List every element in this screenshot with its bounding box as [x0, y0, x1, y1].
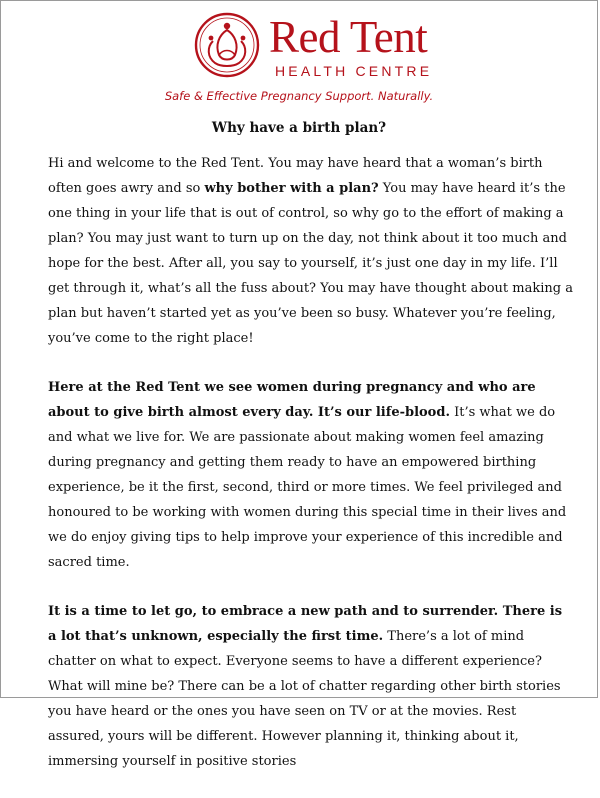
tagline: Safe & Effective Pregnancy Support. Naturally.: [164, 89, 434, 103]
paragraph-2-bold: Here at the Red Tent we see women during pregnancy and who are about to give birth almost every day. It’s our life-blood.: [48, 380, 536, 420]
paragraph-2-text: It’s what we do and what we live for. We are passionate about making women feel amazing during pregnancy and getting them ready to have an empowered birthing experience, be it the first, second, third or more times. We feel privileged and honoured to be working with women during this special time in their lives and we do enjoy giving tips to help improve your experience of this incredible and sacred time.: [48, 405, 567, 570]
document-title: Why have a birth plan?: [211, 120, 387, 136]
letterhead: [1, 1, 597, 111]
paragraph-1-text-a: Hi and welcome to the Red Tent. You may have heard that a woman’s birth often goes awry and so: [48, 156, 543, 196]
paragraph-3-text: There’s a lot of mind chatter on what to expect. Everyone seems to have a different experience? What will mine be? There can be a lot of chatter regarding other birth stories you have heard or the ones you have seen on TV or at the movies. Rest assured, yours will be different. However planning it, thinking about it, immersing yourself in positive stories: [48, 629, 561, 769]
brand-subtitle: HEALTH CENTRE: [275, 63, 433, 79]
red-tent-emblem-icon: [193, 11, 261, 79]
paragraph-3: [48, 599, 573, 774]
paragraph-1: [48, 151, 573, 351]
paragraph-1-text-b: You may have heard it’s the one thing in your life that is out of control, so why go to the effort of making a plan? You may just want to turn up on the day, not think about it too much and hope for the best. After all, you say to yourself, it’s just one day in my life. I’ll get through it, what’s all the fuss about? You may have thought about making a plan but haven’t started yet as you’ve been so busy. Whatever you’re feeling, you’ve come to the right place!: [48, 181, 573, 346]
document-body: [48, 151, 573, 798]
paragraph-1-bold: why bother with a plan?: [204, 181, 379, 196]
paragraph-3-bold: It is a time to let go, to embrace a new path and to surrender. There is a lot that’s unknown, especially the first time.: [48, 604, 563, 644]
brand-name: Red Tent: [269, 12, 428, 62]
paragraph-2: [48, 375, 573, 575]
